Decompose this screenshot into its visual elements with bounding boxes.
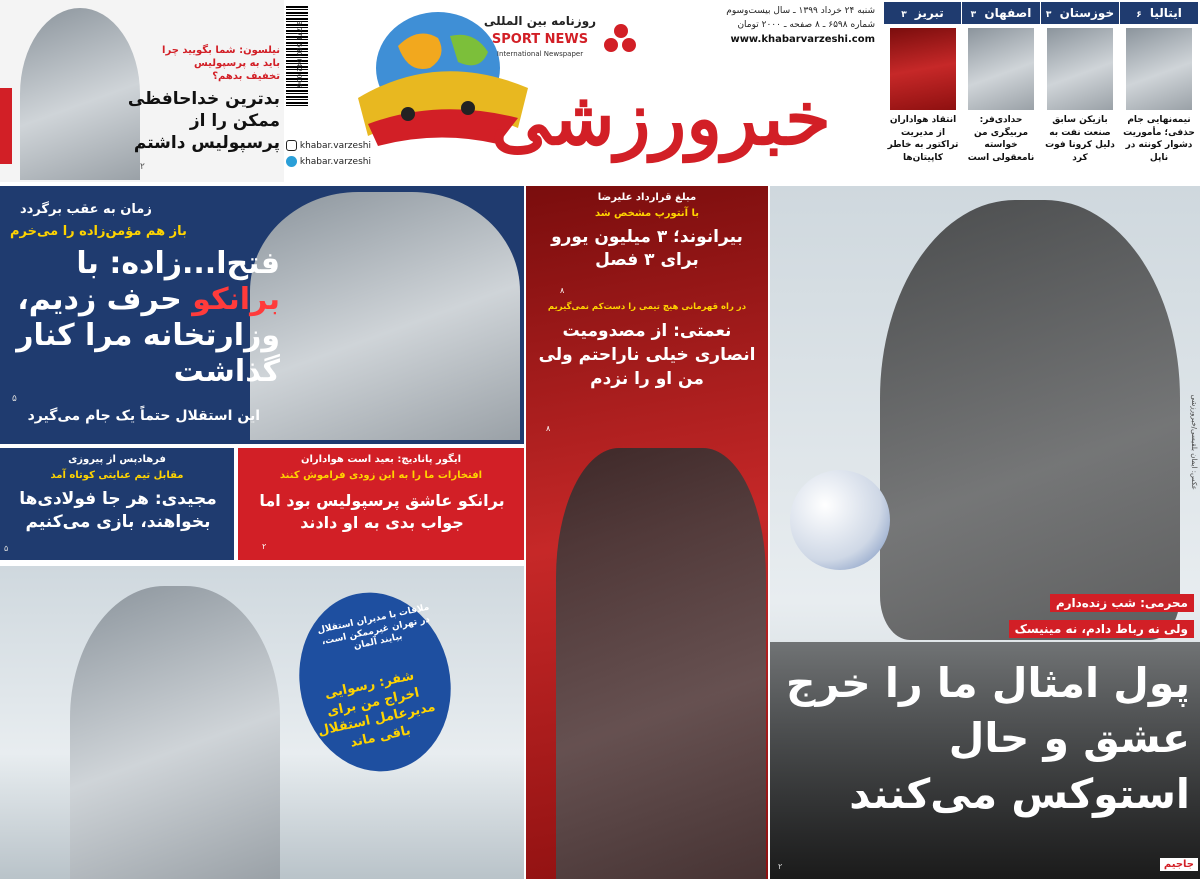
majidi-page: ۵	[4, 544, 9, 553]
moharrami-stamp: جاجیم	[1160, 858, 1198, 871]
region-teaser[interactable]	[1120, 2, 1198, 178]
branko-kicker2: افتخارات ما را به این زودی فراموش کنند	[279, 470, 483, 481]
story-branko[interactable]	[238, 448, 524, 560]
majidi-kicker1: فرهادپس از پیروزی	[68, 454, 166, 465]
moharrami-kicker1: محرمی: شب زنده‌دارم	[1050, 594, 1194, 612]
majidi-kicker2: مقابل تیم عنایتی کوتاه آمد	[50, 470, 184, 481]
schaefer-kicker: ملاقات با مدیران استقلال در تهران غیرممکن است، بیایند آلمان	[316, 602, 431, 653]
moharrami-headline: پول امثال ما را خرج عشق و حال استوکس می‌کنند	[786, 659, 1190, 818]
nilson-kicker: نیلسون: شما بگویید چرا باید به پرسپولیس تخفیف بدهم؟	[162, 45, 280, 82]
fathollahzadeh-photo	[250, 192, 520, 440]
region-teaser[interactable]	[1041, 2, 1119, 178]
story-moharrami[interactable]	[770, 186, 1200, 879]
teaser-text: نیمه‌نهایی جام حذفی؛ مأموریت دشوار کونته در ناپل	[1123, 115, 1195, 163]
story-fathollahzadeh[interactable]	[0, 186, 524, 444]
story-nilson[interactable]	[0, 0, 284, 182]
masthead-logo-text: خبرورزشی	[491, 76, 831, 162]
masthead-subtitle-en: SPORT NEWS	[491, 32, 589, 47]
teaser-photo	[890, 28, 956, 110]
fathollahzadeh-kicker2: باز هم مؤمن‌زاده را می‌خرم	[10, 224, 187, 239]
telegram-icon	[286, 156, 297, 167]
beiranvand-headline: بیرانوند؛ ۳ میلیون یورو برای ۳ فصل	[551, 227, 743, 270]
players-photo	[556, 448, 766, 879]
teaser-photo	[1126, 28, 1192, 110]
nemati-page: ۸	[546, 424, 551, 433]
teaser-text: بازیکن سابق صنعت نفت به دلیل کرونا فوت کرد	[1045, 115, 1115, 163]
instagram-handle-row[interactable]	[286, 140, 406, 154]
masthead-website[interactable]: www.khabarvarzeshi.com	[730, 34, 875, 45]
headline-part: حرف زدیم، وزارتخانه مرا کنار گذاشت	[16, 282, 280, 389]
center-column	[526, 186, 768, 879]
beiranvand-page: ۸	[560, 286, 565, 295]
region-page: ۶	[1136, 10, 1142, 20]
beiranvand-kicker1: مبلغ قرارداد علیرضا	[597, 192, 697, 203]
region-teaser[interactable]	[962, 2, 1040, 178]
masthead-issue-line: شماره ۶۵۹۸ ـ ۸ صفحه ـ ۲۰۰۰ تومان	[737, 20, 875, 30]
branko-headline: برانکو عاشق پرسپولیس بود اما جواب بدی به او دادند	[259, 491, 505, 533]
telegram-handle-row[interactable]	[286, 156, 406, 170]
moharrami-photo-credit: عکس: ایمان بلقیسی/خبرورزشی	[1190, 394, 1198, 490]
schaefer-headline: شفر: رسوایی اخراج من برای مدیرعامل استقلال باقی ماند	[316, 668, 437, 751]
story-nemati[interactable]	[526, 298, 768, 438]
region-page: ۳	[901, 10, 907, 20]
instagram-icon	[286, 140, 297, 151]
nilson-page: ۲	[140, 162, 145, 172]
moharrami-kicker-box	[1014, 594, 1194, 646]
moharrami-page: ۲	[778, 862, 783, 871]
moharrami-kicker2: ولی نه رباط دادم، نه مینیسک	[1009, 620, 1194, 638]
teaser-photo	[968, 28, 1034, 110]
telegram-handle: khabar.varzeshi	[299, 157, 371, 167]
story-schaefer[interactable]	[0, 566, 524, 879]
majidi-headline: مجیدی: هر جا فولادی‌ها بخواهند، بازی می‌کنیم	[19, 489, 217, 532]
left-red-strip	[0, 88, 12, 164]
headline-highlight: برانکو	[192, 282, 280, 317]
beiranvand-kicker2: با آنتورپ مشخص شد	[594, 208, 700, 219]
nilson-headline: بدترین خداحافظی ممکن را از پرسپولیس داشتم	[127, 89, 280, 154]
teaser-photo	[1047, 28, 1113, 110]
fathollahzadeh-kicker1: زمان به عقب برگردد	[20, 202, 152, 217]
nemati-headline: نعمتی: از مصدومیت انصاری خیلی ناراحتم ولی من او را نزدم	[538, 321, 756, 389]
moharrami-photo	[880, 200, 1180, 640]
branko-kicker1: ایگور پانادیچ: بعید است هواداران	[300, 454, 462, 465]
teaser-text: حدادی‌فر: مربیگری من خواسته نامعقولی است	[967, 115, 1035, 163]
schaefer-photo	[70, 586, 280, 879]
story-beiranvand[interactable]	[526, 186, 768, 298]
headline-part: فتح‌ا...زاده: با	[76, 246, 280, 281]
masthead	[290, 0, 880, 182]
logo-dots-icon	[604, 24, 640, 54]
barcode-digits: 9 771 560 042 006	[295, 20, 303, 88]
region-page: ۳	[1045, 10, 1052, 20]
fathollahzadeh-page: ۵	[12, 394, 17, 404]
instagram-handle: khabar.varzeshi	[299, 141, 371, 151]
football-icon	[790, 470, 890, 570]
region-page: ۳	[970, 10, 977, 20]
masthead-date-line: شنبه ۲۴ خرداد ۱۳۹۹ ـ سال بیست‌وسوم	[726, 6, 875, 16]
teaser-text: انتقاد هواداران از مدیریت تراکتور به خاطر کاپیتان‌ها	[887, 115, 959, 163]
region-name: ایتالیا	[1149, 6, 1182, 20]
region-name: تبریز	[914, 6, 944, 20]
fathollahzadeh-subline: این استقلال حتماً یک جام می‌گیرد	[27, 408, 260, 424]
story-majidi[interactable]	[0, 448, 234, 560]
fathollahzadeh-headline	[10, 246, 280, 390]
masthead-subtitle-en-small: International Newspaper	[496, 50, 584, 58]
nemati-kicker: در راه قهرمانی هیچ تیمی را دست‌کم نمی‌گیریم	[547, 302, 747, 312]
region-teasers	[884, 0, 1200, 182]
branko-page: ۲	[262, 542, 267, 551]
masthead-subtitle-fa: روزنامه بین المللی	[483, 14, 597, 28]
region-name: اصفهان	[984, 6, 1032, 20]
region-name: خوزستان	[1059, 6, 1115, 20]
region-teaser[interactable]	[884, 2, 961, 178]
